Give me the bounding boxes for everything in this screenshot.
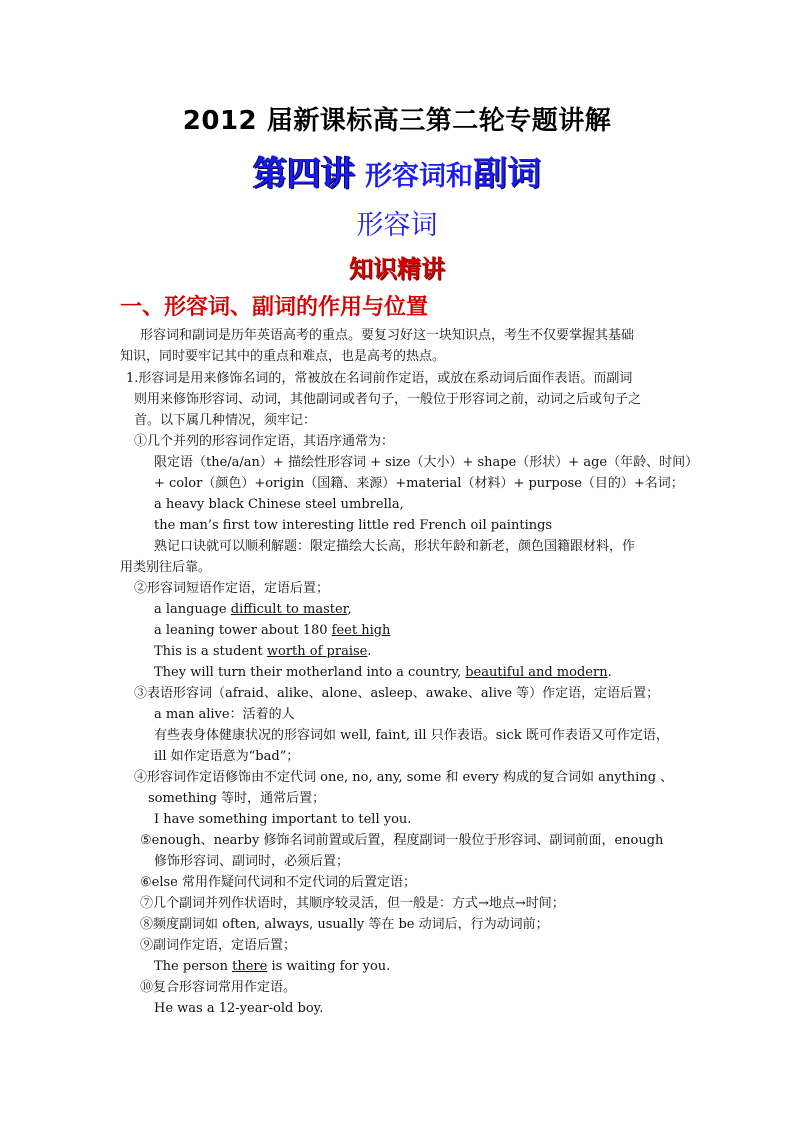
subtitle-adjective: 形容词 [356,210,438,241]
item-10-example: He was a 12-year-old boy. [154,1001,324,1016]
knowledge-heading: 知识精讲 [349,255,445,283]
point1-line-1: 1.形容词是用来修饰名词的，常被放在名词前作定语，或放在系动词后面作表语。而副词 [126,371,633,386]
item-4-line-1: ④形容词作定语修饰由不定代词 one, no, any, some 和 every 构成的复合词如 anything 、 [134,770,674,785]
item-1-example-1: a heavy black Chinese steel umbrella, [154,497,404,512]
item-5-line-2: 修饰形容词、副词时，必须后置； [154,854,350,869]
point1-line-2: 则用来修饰形容词、动词，其他副词或者句子，一般位于形容词之前，动词之后或句子之 [134,392,642,407]
item-3-example: a man alive：活着的人 [154,707,295,722]
item-1-example-2: the man’s first tow interesting little red French oil paintings [154,518,553,533]
main-title: 2012 届新课标高三第二轮专题讲解 [182,106,612,136]
item-2-example-4 [154,663,612,683]
example-text: . [367,644,372,659]
item-6: ⑥else 常用作疑问代词和不定代词的后置定语； [140,875,417,890]
example-text: , [347,602,352,617]
item-2-example-1 [154,600,352,620]
example-text: The person [154,959,233,974]
example-text: a leaning tower about 180 [154,623,332,638]
lecture-topic-a: 形容词和 [365,161,473,192]
item-4-example: I have something important to tell you. [154,812,412,827]
example-text: is waiting for you. [267,959,391,974]
example-underlined: difficult to master [230,602,348,617]
point1-line-3: 首。以下属几种情况，须牢记： [134,413,317,428]
item-2-example-3 [154,642,372,662]
example-underlined: worth of praise [266,644,368,659]
item-1-rule-1: 限定语（the/a/an）+ 描绘性形容词 + size（大小）+ shape（形状）+ age（年龄、时间） [154,455,699,470]
item-1-tip-2: 用类别往后靠。 [120,560,212,575]
lecture-number: 第四讲 [253,154,355,194]
lecture-title [0,146,794,195]
intro-line-2: 知识，同时要牢记其中的重点和难点，也是高考的热点。 [120,349,446,364]
item-8: ⑧频度副词如 often, always, usually 等在 be 动词后，行为动词前； [140,917,549,932]
item-7: ⑦几个副词并列作状语时，其顺序较灵活，但一般是：方式→地点→时间； [140,896,565,911]
lecture-topic-b: 副词 [473,154,541,194]
item-4-line-2: something 等时，通常后置； [148,791,326,806]
item-9: ⑨副词作定语，定语后置； [140,938,297,953]
item-2-example-2 [154,621,390,641]
item-3: ③表语形容词（afraid、alike、alone、asleep、awake、alive 等）作定语，定语后置； [134,686,660,701]
example-text: This is a student [154,644,267,659]
section-heading: 一、形容词、副词的作用与位置 [120,295,429,320]
item-9-example [154,957,390,977]
item-10: ⑩复合形容词常用作定语。 [140,980,297,995]
item-1-rule-2: + color（颜色）+origin（国籍、来源）+material（材料）+ purpose（目的）+名词； [154,476,684,491]
item-2: ②形容词短语作定语，定语后置； [134,581,330,596]
item-3-note-2: ill 如作定语意为“bad”； [154,749,300,764]
item-1-tip-1: 熟记口诀就可以顺利解题：限定描绘大长高，形状年龄和新老，颜色国籍跟材料，作 [154,539,636,554]
example-text: . [607,665,612,680]
example-underlined: beautiful and modern [465,665,608,680]
item-1: ①几个并列的形容词作定语，其语序通常为： [134,434,395,449]
example-text: They will turn their motherland into a country, [154,665,466,680]
example-underlined: there [232,959,268,974]
item-5-line-1: ⑤enough、nearby 修饰名词前置或后置，程度副词一般位于形容词、副词前面，enough [140,833,664,848]
intro-line-1: 形容词和副词是历年英语高考的重点。要复习好这一块知识点，考生不仅要掌握其基础 [140,328,635,343]
example-text: a language [154,602,231,617]
item-3-note-1: 有些表身体健康状况的形容词如 well, faint, ill 只作表语。sick 既可作表语又可作定语， [154,728,669,743]
example-underlined: feet high [331,623,391,638]
